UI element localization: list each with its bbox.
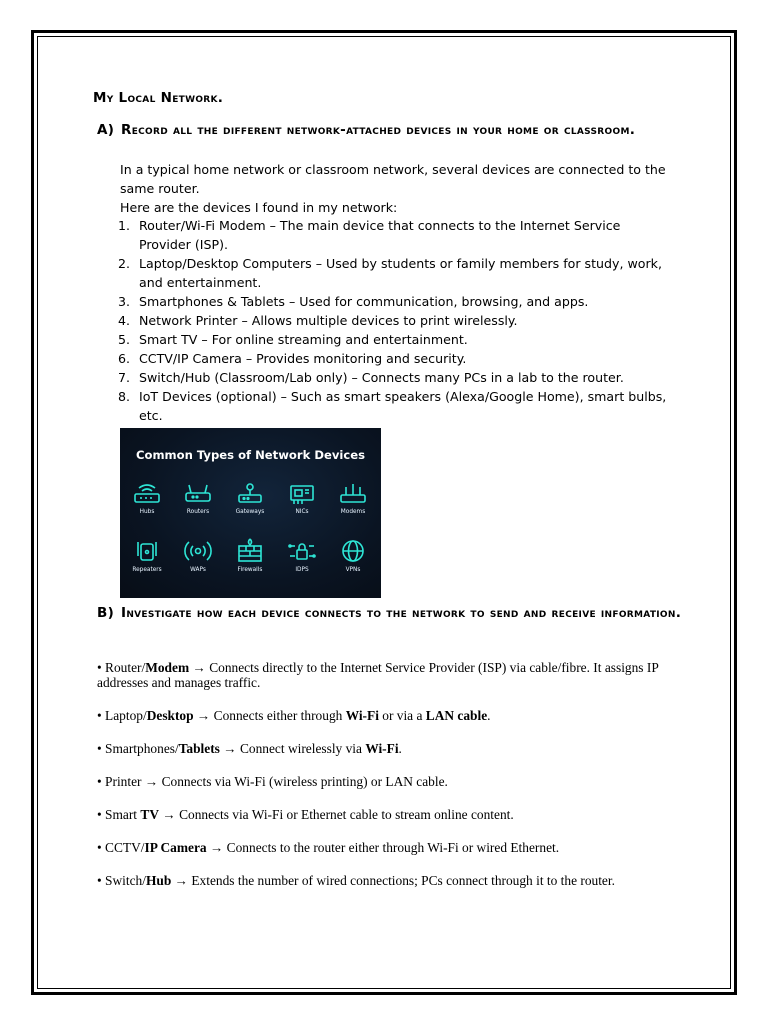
document-title: My Local Network. xyxy=(93,90,224,106)
device-tile-waps xyxy=(172,538,224,573)
device-label: NICs xyxy=(295,509,309,515)
bullet-bold-text: IP Camera xyxy=(144,840,207,855)
device-label: WAPs xyxy=(190,567,206,573)
device-label: Repeaters xyxy=(132,567,162,573)
list-item xyxy=(118,330,674,349)
wap-icon xyxy=(183,538,213,564)
section-a-heading xyxy=(97,120,697,140)
bullet-item xyxy=(97,741,677,756)
list-item xyxy=(118,311,674,330)
list-text: Smart TV – For online streaming and entertainment. xyxy=(139,332,468,347)
section-b-heading xyxy=(97,602,697,624)
bullet-bold-text: Modem xyxy=(145,660,190,675)
list-text: IoT Devices (optional) – Such as smart speakers (Alexa/Google Home), smart bulbs, etc. xyxy=(139,389,667,423)
bullet-text: or via a xyxy=(378,708,426,723)
bullet-bold-text: TV xyxy=(140,807,159,822)
list-text: CCTV/IP Camera – Provides monitoring and security. xyxy=(139,351,467,366)
device-list xyxy=(118,216,674,425)
device-tile-firewalls xyxy=(224,538,276,573)
device-tile-idps xyxy=(276,538,328,573)
device-tile-nics xyxy=(276,482,328,515)
list-number: 5. xyxy=(118,332,131,347)
list-text: Laptop/Desktop Computers – Used by students or family members for study, work, and entertainment. xyxy=(139,256,662,290)
bullet-text: → Connects either through xyxy=(193,708,346,723)
bullet-text: Router/ xyxy=(105,660,146,675)
vpn-icon xyxy=(338,538,368,564)
idps-icon xyxy=(287,538,317,564)
modem-icon xyxy=(338,482,368,506)
list-number: 8. xyxy=(118,389,131,404)
bullet-text: Laptop/ xyxy=(105,708,147,723)
list-number: 6. xyxy=(118,351,131,366)
device-label: VPNs xyxy=(345,567,361,573)
bullet-marker: • xyxy=(97,660,106,675)
bullet-text: . xyxy=(487,708,491,723)
bullet-text: Switch/ xyxy=(105,873,146,888)
list-item xyxy=(118,387,674,425)
bullet-marker: • xyxy=(97,873,106,888)
bullet-text: Printer → Connects via Wi-Fi (wireless printing) or LAN cable. xyxy=(105,774,448,789)
bullet-text: → Connect wirelessly via xyxy=(219,741,366,756)
bullet-text: → Connects to the router either through Wi-Fi or wired Ethernet. xyxy=(206,840,560,855)
bullet-marker: • xyxy=(97,774,106,789)
device-label: Hubs xyxy=(139,509,155,515)
bullet-item xyxy=(97,708,677,723)
device-tile-gateways xyxy=(224,482,276,515)
bullet-text: → Connects via Wi-Fi or Ethernet cable to stream online content. xyxy=(159,807,514,822)
list-text: Smartphones & Tablets – Used for communication, browsing, and apps. xyxy=(139,294,589,309)
device-label: Routers xyxy=(186,509,210,515)
bullet-marker: • xyxy=(97,840,106,855)
list-number: 3. xyxy=(118,294,131,309)
bullet-marker: • xyxy=(97,741,106,756)
bullet-bold-text: Wi-Fi xyxy=(345,708,379,723)
list-number: 2. xyxy=(118,256,131,271)
bullet-bold-text: Desktop xyxy=(146,708,194,723)
device-tile-vpns xyxy=(327,538,379,573)
bullet-marker: • xyxy=(97,708,106,723)
bullet-text: Smart xyxy=(105,807,141,822)
device-tile-repeaters xyxy=(121,538,173,573)
nic-icon xyxy=(287,482,317,506)
hub-icon xyxy=(132,482,162,506)
device-label: IDPS xyxy=(295,567,309,573)
bullet-text: . xyxy=(398,741,402,756)
repeater-icon xyxy=(132,538,162,564)
section-b-label: B) xyxy=(97,605,115,621)
bullet-bold-text: Tablets xyxy=(178,741,220,756)
section-a-heading-text: Record all the different network-attached devices in your home or classroom. xyxy=(121,122,636,138)
device-tile-hubs xyxy=(121,482,173,515)
list-item xyxy=(118,216,674,254)
bullet-bold-text: Wi-Fi xyxy=(365,741,399,756)
list-number: 7. xyxy=(118,370,131,385)
section-a-label: A) xyxy=(97,122,115,138)
bullet-item xyxy=(97,660,677,690)
list-item xyxy=(118,368,674,387)
list-text: Switch/Hub (Classroom/Lab only) – Connects many PCs in a lab to the router. xyxy=(139,370,624,385)
bullet-text: Smartphones/ xyxy=(105,741,179,756)
bullet-text: → Connects directly to the Internet Service Provider (ISP) via cable/fibre. It assigns IP addresses and manages traffic. xyxy=(97,660,659,690)
connection-bullets xyxy=(97,660,677,906)
device-tile-routers xyxy=(172,482,224,515)
bullet-bold-text: Hub xyxy=(145,873,172,888)
list-item xyxy=(118,349,674,368)
list-text: Router/Wi-Fi Modem – The main device that connects to the Internet Service Provider (ISP). xyxy=(139,218,621,252)
gateway-icon xyxy=(235,482,265,506)
list-number: 1. xyxy=(118,218,131,233)
device-label: Firewalls xyxy=(237,567,263,573)
image-title: Common Types of Network Devices xyxy=(135,448,366,462)
section-a-intro xyxy=(120,160,680,217)
bullet-text: → Extends the number of wired connections; PCs connect through it to the router. xyxy=(171,873,615,888)
intro-paragraph-1: In a typical home network or classroom network, several devices are connected to the same router. xyxy=(120,162,666,196)
intro-paragraph-2: Here are the devices I found in my network: xyxy=(120,200,398,215)
bullet-marker: • xyxy=(97,807,106,822)
network-devices-image xyxy=(120,428,381,598)
device-label: Modems xyxy=(340,509,366,515)
bullet-text: CCTV/ xyxy=(105,840,145,855)
bullet-item xyxy=(97,807,677,822)
list-text: Network Printer – Allows multiple devices to print wirelessly. xyxy=(139,313,518,328)
device-label: Gateways xyxy=(235,509,265,515)
bullet-item xyxy=(97,774,677,789)
list-item xyxy=(118,292,674,311)
router-icon xyxy=(183,482,213,506)
bullet-bold-text: LAN cable xyxy=(425,708,488,723)
firewall-icon xyxy=(235,538,265,564)
device-tile-modems xyxy=(327,482,379,515)
list-item xyxy=(118,254,674,292)
section-b-heading-text: Investigate how each device connects to the network to send and receive information. xyxy=(121,605,682,621)
list-number: 4. xyxy=(118,313,131,328)
bullet-item xyxy=(97,873,677,888)
bullet-item xyxy=(97,840,677,855)
